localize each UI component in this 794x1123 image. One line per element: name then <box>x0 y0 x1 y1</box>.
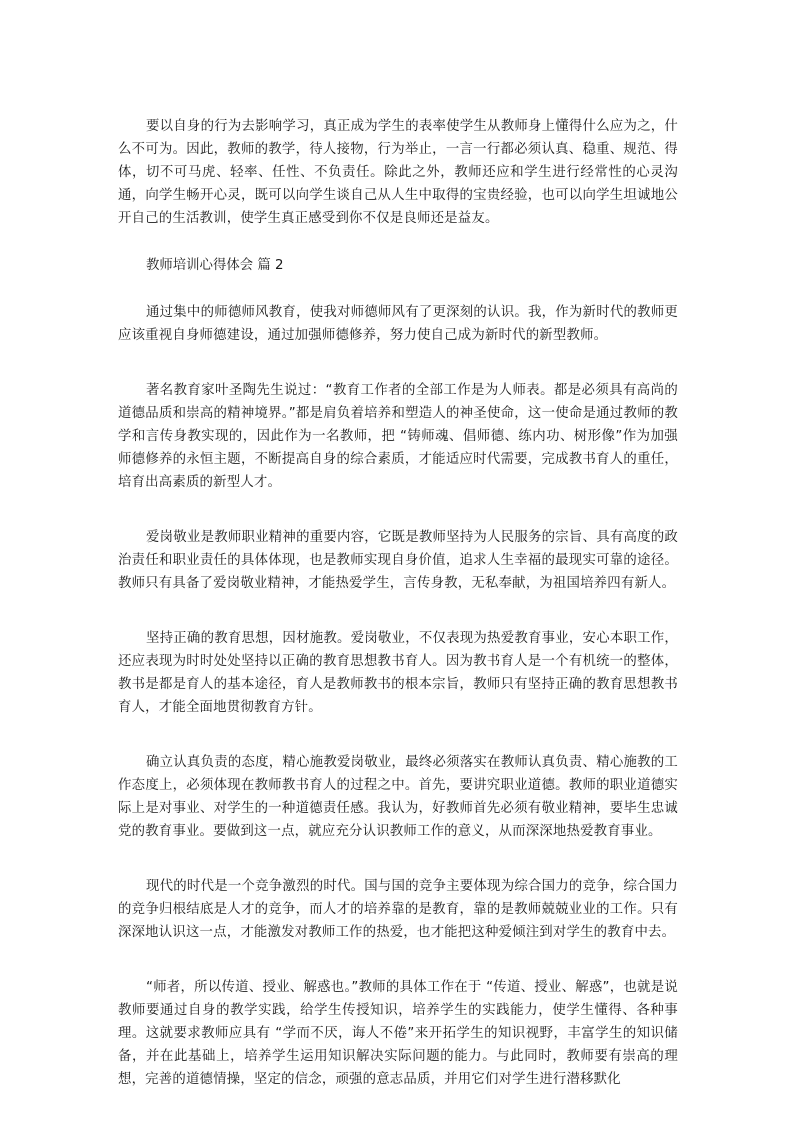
document-page <box>118 115 678 1091</box>
paragraph-3: 著名教育家叶圣陶先生说过：“教育工作者的全部工作是为人师表。都是必须具有高尚的道德品质和崇高的精神境界。”都是肩负着培养和塑造人的神圣使命，这一使命是通过教师的教学和言传身教实现的，因此作为一名教师，把 “铸师魂、倡师德、练内功、树形像”作为加强师德修养的永恒主题，不断提高自身的综合素质，才能适应时代需要，完成教书育人的重任，培育出高素质的新型人才。 <box>118 383 678 490</box>
paragraph-4: 爱岗敬业是教师职业精神的重要内容，它既是教师坚持为人民服务的宗旨、具有高度的政治责任和职业责任的具体体现，也是教师实现自身价值，追求人生幸福的最现实可靠的途径。教师只有具备了爱岗敬业精神，才能热爱学生，言传身教，无私奉献，为祖国培养四有新人。 <box>118 530 678 591</box>
paragraph-1: 要以自身的行为去影响学习，真正成为学生的表率使学生从教师身上懂得什么应为之，什么不可为。因此，教师的教学，待人接物，行为举止，一言一行都必须认真、稳重、规范、得体，切不可马虎、轻率、任性、不负责任。除此之外，教师还应和学生进行经常性的心灵沟通，向学生畅开心灵，既可以向学生谈自己从人生中取得的宝贵经验，也可以向学生坦诚地公开自己的生活教训，使学生真正感受到你不仅是良师还是益友。 <box>118 119 678 226</box>
paragraph-2: 通过集中的师德师风教育，使我对师德师风有了更深刻的认识。我，作为新时代的教师更应该重视自身师德建设，通过加强师德修养，努力使自己成为新时代的新型教师。 <box>118 305 678 343</box>
section-heading: 教师培训心得体会 篇 2 <box>146 258 284 273</box>
paragraph-7: 现代的时代是一个竞争激烈的时代。国与国的竞争主要体现为综合国力的竞争，综合国力的竞争归根结底是人才的竞争，而人才的培养靠的是教育，靠的是教师兢兢业业的工作。只有深深地认识这一点，才能激发对教师工作的热爱，也才能把这种爱倾注到对学生的教育中去。 <box>118 879 678 940</box>
paragraph-6: 确立认真负责的态度，精心施教爱岗敬业，最终必须落实在教师认真负责、精心施教的工作态度上，必须体现在教师教书育人的过程之中。首先，要讲究职业道德。教师的职业道德实际上是对事业、对学生的一种道德责任感。我认为，好教师首先必须有敬业精神，要毕生忠诚党的教育事业。要做到这一点，就应充分认识教师工作的意义，从而深深地热爱教育事业。 <box>118 755 678 839</box>
paragraph-8: “师者，所以传道、授业、解惑也。”教师的具体工作在于 “传道、授业、解惑”，也就是说教师要通过自身的教学实践，给学生传授知识，培养学生的实践能力，使学生懂得、各种事理。这就要求教师应具有 “学而不厌，诲人不倦”来开拓学生的知识视野，丰富学生的知识储备，并在此基础上，培养学生运用知识解决实际问题的能力。与此同时，教师要有崇高的理想，完善的道德情操，坚定的信念，顽强的意志品质，并用它们对学生进行潜移默化 <box>118 980 678 1087</box>
paragraph-5: 坚持正确的教育思想，因材施教。爱岗敬业，不仅表现为热爱教育事业，安心本职工作，还应表现为时时处处坚持以正确的教育思想教书育人。因为教书育人是一个有机统一的整体，教书是都是育人的基本途径，育人是教师教书的根本宗旨，教师只有坚持正确的教育思想教书育人，才能全面地贯彻教育方针。 <box>118 631 678 715</box>
